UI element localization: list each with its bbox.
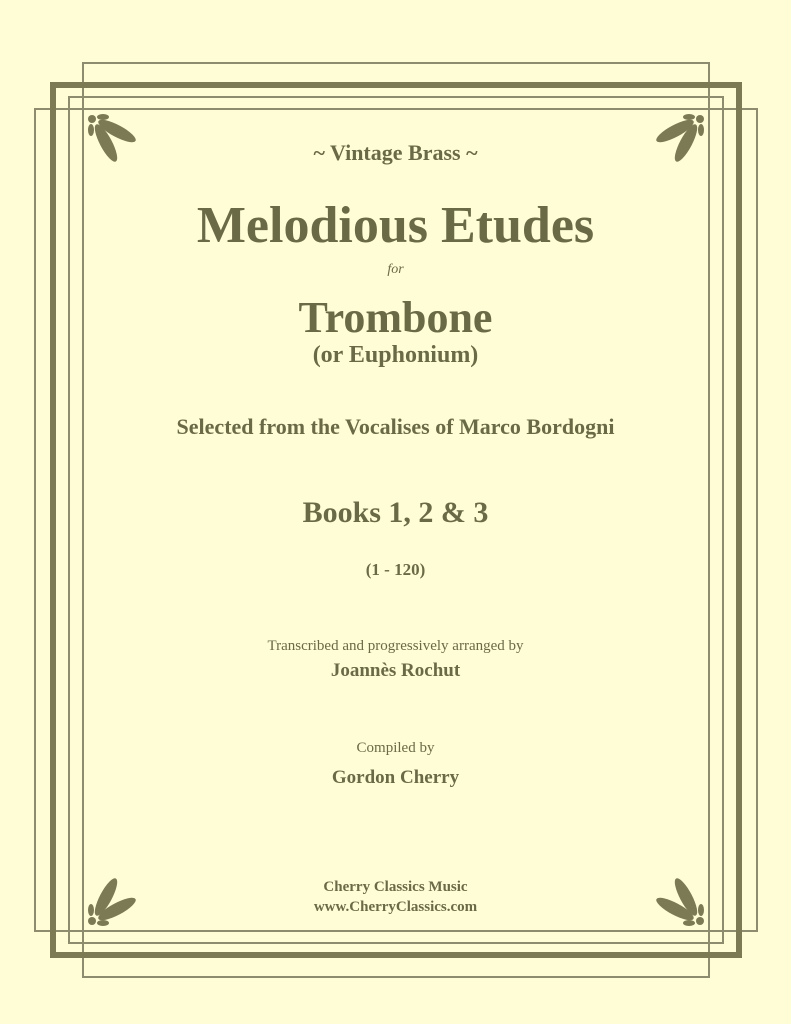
instrument-title: Trombone xyxy=(298,293,493,342)
leaf-ornament-icon xyxy=(644,866,708,930)
page-title: Melodious Etudes xyxy=(196,197,595,254)
instrument-alternate: (or Euphonium) xyxy=(312,342,479,368)
leaf-ornament-icon xyxy=(84,866,148,930)
books-label: Books 1, 2 & 3 xyxy=(302,496,489,529)
publisher-name: Cherry Classics Music xyxy=(323,879,468,895)
arranger-name: Joannès Rochut xyxy=(330,660,461,681)
compiled-label: Compiled by xyxy=(356,740,435,756)
etude-range: (1 - 120) xyxy=(365,560,426,579)
for-label: for xyxy=(387,262,404,277)
compiler-name: Gordon Cherry xyxy=(331,767,460,788)
series-label: ~ Vintage Brass ~ xyxy=(313,140,478,165)
publisher-website: www.CherryClassics.com xyxy=(313,899,478,915)
transcribed-label: Transcribed and progressively arranged by xyxy=(267,638,524,654)
source-line: Selected from the Vocalises of Marco Bordogni xyxy=(176,414,615,439)
